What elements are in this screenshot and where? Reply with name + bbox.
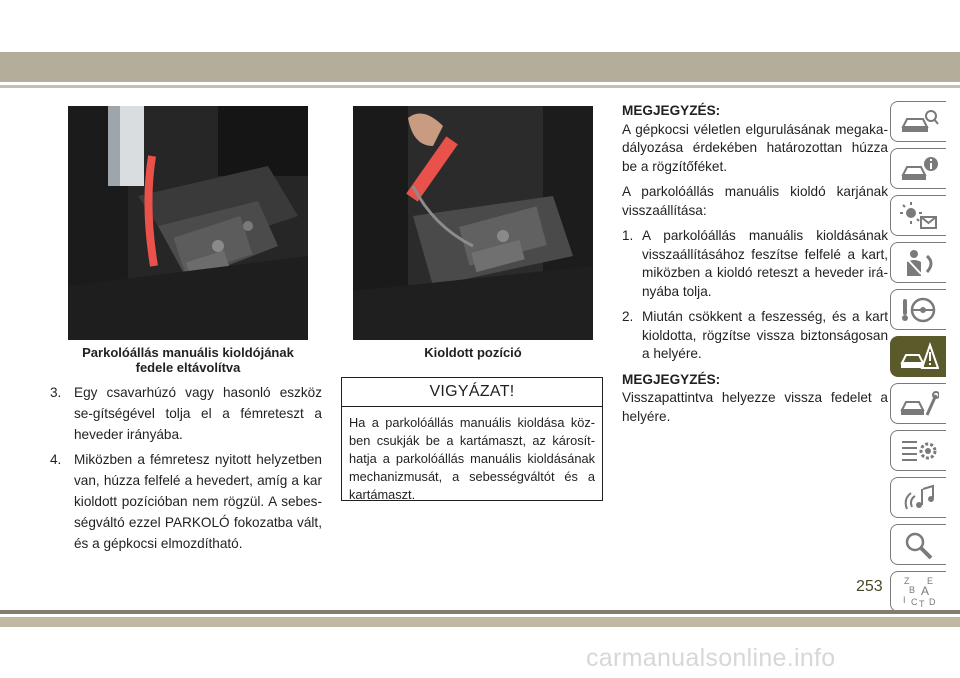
- tab-chapter-7[interactable]: [890, 383, 946, 424]
- footer-rule: [0, 617, 960, 627]
- warning-lights-message-icon: [899, 201, 939, 231]
- caption-left: [68, 345, 308, 375]
- tab-chapter-10[interactable]: [890, 524, 946, 565]
- multimedia-music-icon: [899, 483, 939, 513]
- tab-chapter-5[interactable]: [890, 289, 946, 330]
- note-heading: MEGJEGYZÉS:: [622, 371, 721, 387]
- note-body: Visszapattintva helyezze vissza fedelet a helyére.: [622, 390, 888, 424]
- car-search-icon: [899, 107, 939, 137]
- tab-chapter-3[interactable]: [890, 195, 946, 236]
- tab-chapter-9[interactable]: [890, 477, 946, 518]
- header-rule: [0, 85, 960, 88]
- tab-chapter-4[interactable]: [890, 242, 946, 283]
- footer-band: [0, 610, 960, 614]
- steering-wheel-key-icon: [899, 295, 939, 325]
- caption-left-line2: fedele eltávolítva: [135, 360, 241, 375]
- magnifier-icon: [899, 530, 939, 560]
- tab-chapter-11[interactable]: [890, 571, 946, 612]
- alphabet-index-icon: [899, 575, 939, 609]
- note-heading: MEGJEGYZÉS:: [622, 103, 721, 118]
- right-column: [622, 102, 888, 433]
- step-number: 3.: [50, 385, 62, 400]
- tab-chapter-2[interactable]: [890, 148, 946, 189]
- index-letter: A: [920, 583, 929, 598]
- index-letter: C: [910, 596, 917, 607]
- warning-box: [341, 377, 603, 501]
- photo-release-cover-removed: [68, 106, 308, 340]
- index-letter: E: [926, 575, 933, 586]
- step-text: Miután csökkent a feszesség, és a kart kioldotta, rögzítse vissza biztonságosan a helyére.: [642, 309, 888, 361]
- caption-left-line1: Parkolóállás manuális kioldójának: [82, 345, 294, 360]
- note-body: A gépkocsi véletlen elgurulásának megaka-dályozása érdekében határozottan húzza be a rögzítőféket.: [622, 121, 888, 174]
- car-warning-icon: [899, 342, 939, 372]
- list-item: [50, 382, 322, 445]
- caption-right: Kioldott pozíció: [424, 345, 522, 360]
- index-letter: D: [928, 596, 935, 607]
- header-band: [0, 52, 960, 82]
- photo-released-position: [353, 106, 593, 340]
- tab-chapter-6[interactable]: [890, 336, 946, 377]
- car-info-icon: [899, 154, 939, 184]
- list-item: [50, 449, 322, 554]
- watermark: carmanualsonline.info: [586, 644, 836, 672]
- list-item: [622, 308, 888, 364]
- tab-chapter-1[interactable]: [890, 101, 946, 142]
- tab-chapter-8[interactable]: [890, 430, 946, 471]
- warning-text: Ha a parkolóállás manuális kioldása köz-ben csukják be a kartámaszt, az károsít-hatja a parkolóállás manuális kioldásának mechanizmusát, a sebességváltót és a kartámaszt.: [349, 415, 595, 502]
- index-letter: I: [902, 594, 906, 605]
- index-letter: T: [918, 598, 924, 609]
- specs-gear-icon: [899, 436, 939, 466]
- reset-intro: A parkolóállás manuális kioldó karjának visszaállítása:: [622, 184, 888, 218]
- step-number: 4.: [50, 452, 62, 467]
- index-letter: B: [908, 584, 915, 595]
- step-text: Egy csavarhúzó vagy hasonló eszköz se-gítségével tolja el a fémreteszt a heveder irányába.: [74, 385, 322, 442]
- page-number: 253: [856, 578, 883, 595]
- step-number: 1.: [622, 228, 634, 243]
- step-text: A parkolóállás manuális kioldásának visszaállításához feszítse felfelé a kart, miközben a kioldó reteszt a heveder irá-nyába tolja.: [642, 228, 888, 299]
- list-item: [622, 227, 888, 301]
- step-number: 2.: [622, 309, 634, 324]
- seatbelt-airbag-icon: [899, 248, 939, 278]
- index-letter: Z: [903, 575, 909, 586]
- step-text: Miközben a fémretesz nyitott helyzetben van, húzza felfelé a hevedert, amíg a kar kioldott pozícióban nem rögzül. A sebes-ségváltó ezzel PARKOLÓ fokozatba vált, és a gépkocsi elmozdítható.: [74, 452, 322, 551]
- car-wrench-icon: [899, 389, 939, 419]
- left-step-list: [50, 382, 322, 558]
- warning-title: VIGYÁZAT!: [342, 378, 602, 407]
- chapter-tabs: [890, 101, 946, 618]
